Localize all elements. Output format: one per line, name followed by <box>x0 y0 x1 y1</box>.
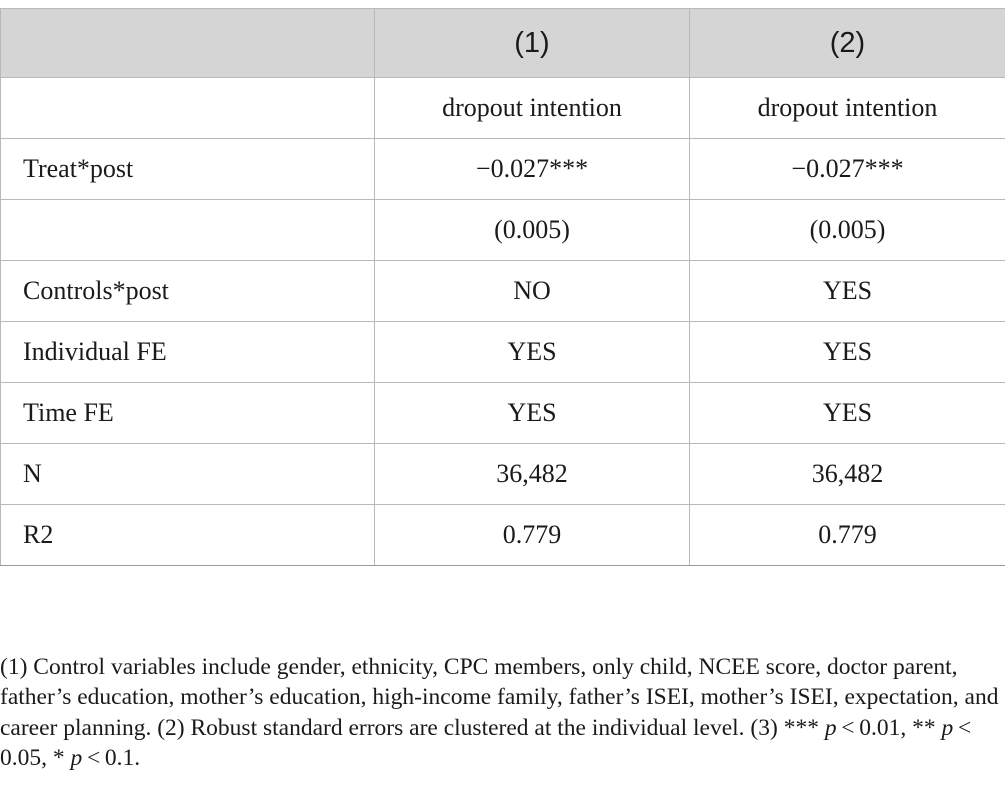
footnote-p-symbol: p <box>70 745 83 771</box>
cell-model-2: YES <box>690 322 1005 383</box>
cell-model-2: −0.027*** <box>690 139 1005 200</box>
header-cell-model-2: (2) <box>690 9 1005 78</box>
row-label: N <box>1 444 375 505</box>
table-body <box>1 78 1005 566</box>
cell-model-1: NO <box>375 261 690 322</box>
footnote-p-symbol: p <box>824 714 837 741</box>
footnote-text: < 0.05, * <box>0 714 976 771</box>
cell-model-2: (0.005) <box>690 200 1005 261</box>
cell-model-2: dropout intention <box>690 78 1005 139</box>
row-label <box>1 78 375 139</box>
cell-model-2: 36,482 <box>690 444 1005 505</box>
cell-model-1: 0.779 <box>375 505 690 566</box>
cell-model-2: 0.779 <box>690 505 1005 566</box>
footnote-text: < 0.1. <box>82 745 141 771</box>
row-label <box>1 200 375 261</box>
cell-model-1: (0.005) <box>375 200 690 261</box>
table-row <box>1 139 1005 200</box>
row-label: Controls*post <box>1 261 375 322</box>
table-header <box>1 9 1005 78</box>
row-label: Treat*post <box>1 139 375 200</box>
regression-table <box>0 8 1005 566</box>
row-label: R2 <box>1 505 375 566</box>
table-footnote <box>0 652 1000 774</box>
cell-model-1: YES <box>375 383 690 444</box>
row-label: Individual FE <box>1 322 375 383</box>
table-row <box>1 200 1005 261</box>
footnote-text: < 0.01, ** <box>836 714 942 741</box>
cell-model-1: dropout intention <box>375 78 690 139</box>
cell-model-1: 36,482 <box>375 444 690 505</box>
cell-model-1: YES <box>375 322 690 383</box>
cell-model-2: YES <box>690 383 1005 444</box>
footnote-p-symbol: p <box>941 714 954 741</box>
row-label: Time FE <box>1 383 375 444</box>
header-cell-blank <box>1 9 375 78</box>
table-row <box>1 322 1005 383</box>
table-row <box>1 261 1005 322</box>
footnote-text: (1) Control variables include gender, ethnicity, CPC members, only child, NCEE score, doctor parent, father’s education, mother’s education, high-income family, father’s ISEI, mother’s ISEI, expectation, and career planning. (2) Robust standard errors are clustered at the individual level. (3) *** <box>0 653 999 741</box>
table-row <box>1 444 1005 505</box>
cell-model-1: −0.027*** <box>375 139 690 200</box>
table-row <box>1 78 1005 139</box>
table-row <box>1 505 1005 566</box>
header-cell-model-1: (1) <box>375 9 690 78</box>
cell-model-2: YES <box>690 261 1005 322</box>
table-row <box>1 383 1005 444</box>
regression-table-container <box>0 8 1005 566</box>
header-row <box>1 9 1005 78</box>
